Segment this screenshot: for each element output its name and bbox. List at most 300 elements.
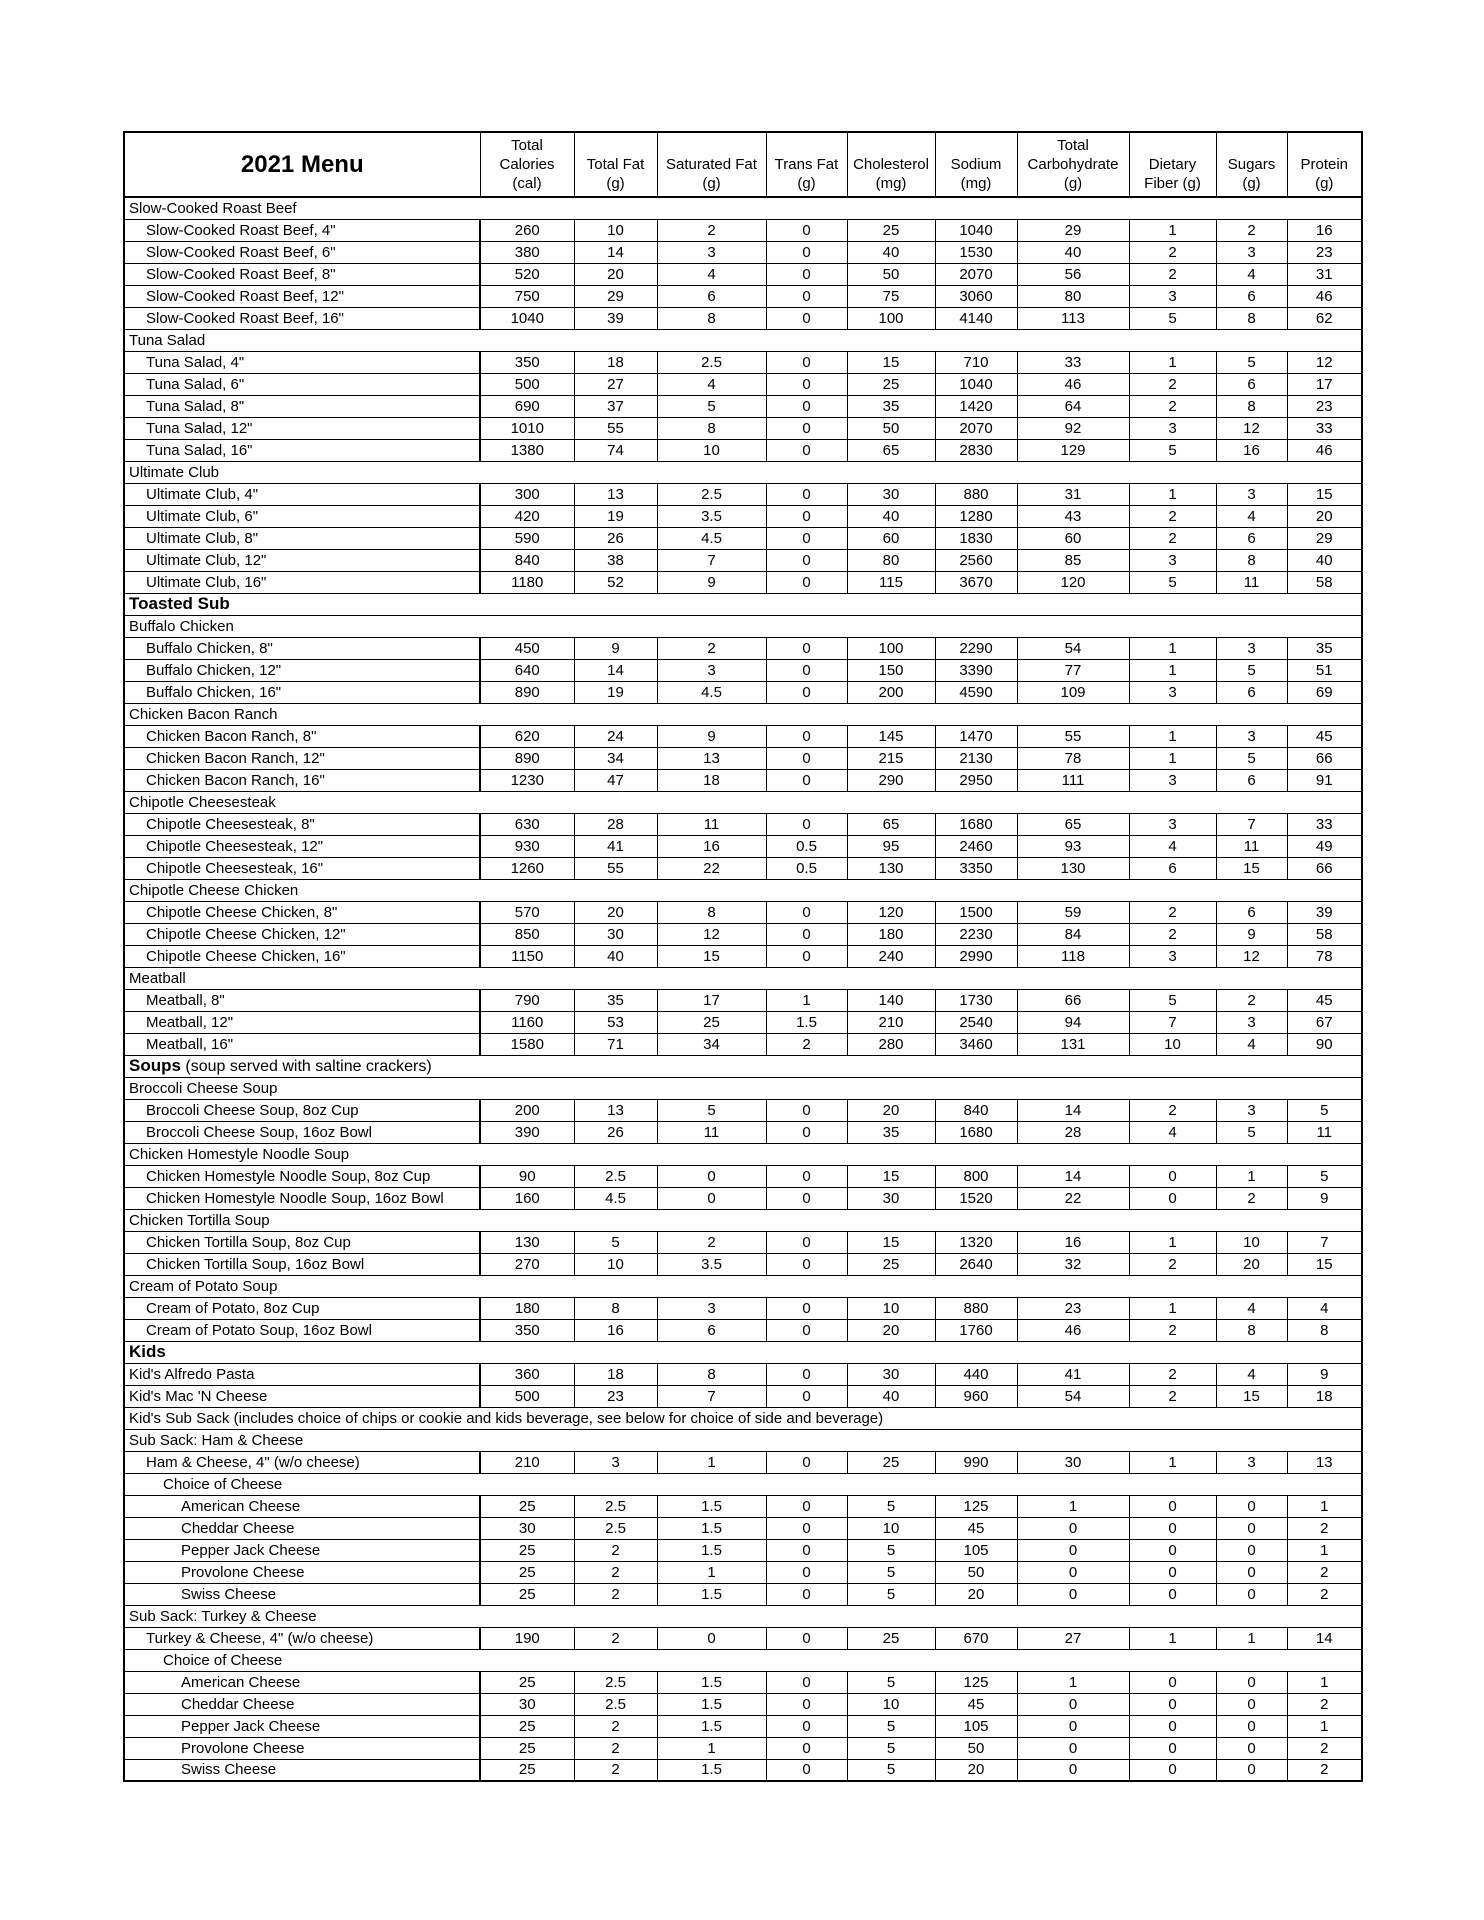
item-name: Slow-Cooked Roast Beef, 6" xyxy=(124,241,480,263)
nutrient-value: 25 xyxy=(480,1759,574,1781)
nutrient-value: 2.5 xyxy=(574,1495,657,1517)
group-header-row xyxy=(124,615,1362,637)
nutrient-value: 420 xyxy=(480,505,574,527)
nutrient-value: 15 xyxy=(1287,1253,1362,1275)
group-title: Buffalo Chicken xyxy=(124,615,480,637)
nutrient-value: 125 xyxy=(935,1671,1017,1693)
table-row xyxy=(124,945,1362,967)
nutrient-value: 0 xyxy=(766,1627,847,1649)
nutrient-value: 9 xyxy=(1287,1363,1362,1385)
nutrient-value: 4.5 xyxy=(574,1187,657,1209)
nutrient-value: 0 xyxy=(1129,1517,1216,1539)
group-header-row xyxy=(124,1649,1362,1671)
group-title: Meatball xyxy=(124,967,480,989)
nutrient-value: 30 xyxy=(847,1363,935,1385)
nutrient-value: 3 xyxy=(1129,549,1216,571)
nutrient-value: 20 xyxy=(847,1099,935,1121)
nutrient-value: 0 xyxy=(657,1187,766,1209)
nutrient-value: 10 xyxy=(657,439,766,461)
nutrient-value: 13 xyxy=(574,483,657,505)
item-name: Turkey & Cheese, 4" (w/o cheese) xyxy=(124,1627,480,1649)
nutrient-value: 2 xyxy=(1129,241,1216,263)
nutrient-value: 11 xyxy=(1216,835,1287,857)
group-title: Cream of Potato Soup xyxy=(124,1275,480,1297)
nutrient-value: 23 xyxy=(1017,1297,1129,1319)
nutrient-value: 2 xyxy=(657,219,766,241)
nutrient-value: 8 xyxy=(1216,549,1287,571)
nutrient-value: 1.5 xyxy=(657,1583,766,1605)
nutrient-value: 105 xyxy=(935,1715,1017,1737)
nutrient-value: 32 xyxy=(1017,1253,1129,1275)
nutrient-value: 0 xyxy=(766,1363,847,1385)
nutrient-value: 58 xyxy=(1287,923,1362,945)
nutrient-value: 0 xyxy=(1216,1671,1287,1693)
nutrient-value: 5 xyxy=(1216,747,1287,769)
nutrient-value: 47 xyxy=(574,769,657,791)
table-row xyxy=(124,1671,1362,1693)
nutrient-value: 3 xyxy=(1216,241,1287,263)
nutrient-value: 0 xyxy=(657,1165,766,1187)
nutrient-value: 12 xyxy=(1216,945,1287,967)
nutrient-value: 0 xyxy=(766,681,847,703)
nutrient-value: 125 xyxy=(935,1495,1017,1517)
nutrient-value: 5 xyxy=(1216,659,1287,681)
nutrient-value: 0 xyxy=(1129,1583,1216,1605)
group-title: Kid's Sub Sack (includes choice of chips or cookie and kids beverage, see below for choice of side and beverage) xyxy=(124,1407,1362,1429)
nutrient-value: 1 xyxy=(1129,1451,1216,1473)
nutrient-value: 2 xyxy=(1216,1187,1287,1209)
table-row xyxy=(124,549,1362,571)
nutrient-value: 3060 xyxy=(935,285,1017,307)
item-name: American Cheese xyxy=(124,1671,480,1693)
nutrient-value: 3 xyxy=(1216,1099,1287,1121)
nutrient-value: 0 xyxy=(766,505,847,527)
table-row xyxy=(124,1759,1362,1781)
nutrient-value: 8 xyxy=(657,1363,766,1385)
nutrient-value: 3 xyxy=(574,1451,657,1473)
nutrient-value: 74 xyxy=(574,439,657,461)
nutrient-value: 14 xyxy=(1287,1627,1362,1649)
nutrient-value: 3 xyxy=(1129,813,1216,835)
nutrient-value: 60 xyxy=(847,527,935,549)
nutrient-value: 85 xyxy=(1017,549,1129,571)
nutrient-value: 2 xyxy=(1287,1759,1362,1781)
nutrient-value: 14 xyxy=(574,241,657,263)
nutrient-value: 41 xyxy=(1017,1363,1129,1385)
nutrient-value: 1 xyxy=(1129,351,1216,373)
nutrient-value: 350 xyxy=(480,351,574,373)
nutrient-value: 90 xyxy=(1287,1033,1362,1055)
nutrient-value: 5 xyxy=(847,1715,935,1737)
nutrient-value: 69 xyxy=(1287,681,1362,703)
nutrient-value: 30 xyxy=(1017,1451,1129,1473)
nutrient-value: 6 xyxy=(1216,901,1287,923)
nutrient-value: 450 xyxy=(480,637,574,659)
nutrient-value: 100 xyxy=(847,307,935,329)
nutrient-value: 2 xyxy=(657,637,766,659)
nutrient-value: 2950 xyxy=(935,769,1017,791)
nutrient-value: 30 xyxy=(480,1517,574,1539)
nutrient-value: 77 xyxy=(1017,659,1129,681)
nutrient-value: 0 xyxy=(1017,1539,1129,1561)
nutrient-value: 2 xyxy=(574,1583,657,1605)
nutrient-value: 37 xyxy=(574,395,657,417)
nutrient-value: 16 xyxy=(1017,1231,1129,1253)
nutrient-value: 2 xyxy=(1129,901,1216,923)
nutrient-value: 0 xyxy=(1129,1495,1216,1517)
nutrient-value: 0 xyxy=(1216,1539,1287,1561)
nutrient-value: 25 xyxy=(480,1583,574,1605)
nutrient-value: 0 xyxy=(766,1231,847,1253)
nutrient-value: 78 xyxy=(1017,747,1129,769)
nutrient-value: 5 xyxy=(847,1583,935,1605)
nutrient-value: 129 xyxy=(1017,439,1129,461)
nutrient-value: 11 xyxy=(1216,571,1287,593)
item-name: Tuna Salad, 4" xyxy=(124,351,480,373)
nutrient-value: 0 xyxy=(766,1297,847,1319)
table-row xyxy=(124,263,1362,285)
nutrient-value: 0 xyxy=(1017,1759,1129,1781)
nutrient-value: 1.5 xyxy=(766,1011,847,1033)
nutrient-value: 1760 xyxy=(935,1319,1017,1341)
table-row xyxy=(124,1517,1362,1539)
nutrient-value: 930 xyxy=(480,835,574,857)
group-title: Chicken Tortilla Soup xyxy=(124,1209,480,1231)
group-header-row xyxy=(124,1209,1362,1231)
item-name: Slow-Cooked Roast Beef, 4" xyxy=(124,219,480,241)
nutrient-value: 1680 xyxy=(935,1121,1017,1143)
group-filler xyxy=(480,1077,1362,1099)
nutrient-value: 2 xyxy=(1287,1517,1362,1539)
nutrient-value: 22 xyxy=(1017,1187,1129,1209)
nutrient-value: 2.5 xyxy=(574,1693,657,1715)
nutrient-value: 2.5 xyxy=(574,1517,657,1539)
nutrient-value: 160 xyxy=(480,1187,574,1209)
nutrient-value: 1 xyxy=(1129,747,1216,769)
nutrient-value: 0 xyxy=(766,307,847,329)
nutrient-value: 93 xyxy=(1017,835,1129,857)
nutrient-value: 5 xyxy=(847,1495,935,1517)
nutrient-value: 4.5 xyxy=(657,527,766,549)
nutrient-value: 0 xyxy=(1017,1693,1129,1715)
nutrient-value: 84 xyxy=(1017,923,1129,945)
nutrient-value: 18 xyxy=(1287,1385,1362,1407)
col-header-cholesterol: Cholesterol (mg) xyxy=(847,132,935,197)
nutrient-value: 1 xyxy=(1017,1495,1129,1517)
nutrient-value: 0 xyxy=(1216,1759,1287,1781)
table-row xyxy=(124,769,1362,791)
nutrient-value: 4 xyxy=(1216,263,1287,285)
nutrient-value: 29 xyxy=(1287,527,1362,549)
table-row xyxy=(124,1165,1362,1187)
item-name: Chicken Bacon Ranch, 8" xyxy=(124,725,480,747)
nutrient-value: 78 xyxy=(1287,945,1362,967)
nutrient-value: 500 xyxy=(480,373,574,395)
nutrient-value: 0 xyxy=(766,1583,847,1605)
nutrient-value: 10 xyxy=(1129,1033,1216,1055)
nutrient-value: 360 xyxy=(480,1363,574,1385)
nutrient-value: 260 xyxy=(480,219,574,241)
group-header-row xyxy=(124,329,1362,351)
nutrient-value: 2 xyxy=(1129,1319,1216,1341)
nutrient-value: 0 xyxy=(766,1165,847,1187)
nutrient-value: 120 xyxy=(847,901,935,923)
group-filler xyxy=(480,1649,1362,1671)
nutrient-value: 53 xyxy=(574,1011,657,1033)
table-row xyxy=(124,1385,1362,1407)
nutrient-value: 1230 xyxy=(480,769,574,791)
table-row xyxy=(124,1033,1362,1055)
item-name: Meatball, 8" xyxy=(124,989,480,1011)
group-header-row xyxy=(124,1143,1362,1165)
nutrient-value: 1470 xyxy=(935,725,1017,747)
nutrient-value: 1830 xyxy=(935,527,1017,549)
section-title xyxy=(124,593,1362,615)
table-row xyxy=(124,637,1362,659)
nutrient-value: 0 xyxy=(766,241,847,263)
nutrient-value: 30 xyxy=(847,483,935,505)
group-title: Sub Sack: Turkey & Cheese xyxy=(124,1605,480,1627)
nutrient-value: 0 xyxy=(1129,1561,1216,1583)
nutrient-value: 10 xyxy=(574,1253,657,1275)
nutrient-value: 0 xyxy=(766,813,847,835)
nutrient-value: 0 xyxy=(766,483,847,505)
nutrient-value: 118 xyxy=(1017,945,1129,967)
nutrient-value: 25 xyxy=(480,1495,574,1517)
nutrient-value: 2 xyxy=(574,1627,657,1649)
nutrient-value: 52 xyxy=(574,571,657,593)
table-row xyxy=(124,505,1362,527)
nutrient-value: 25 xyxy=(847,1451,935,1473)
group-filler xyxy=(480,1605,1362,1627)
nutrient-value: 9 xyxy=(657,571,766,593)
nutrient-value: 41 xyxy=(574,835,657,857)
item-name: Cream of Potato, 8oz Cup xyxy=(124,1297,480,1319)
nutrient-value: 27 xyxy=(574,373,657,395)
nutrient-value: 6 xyxy=(657,285,766,307)
nutrient-value: 180 xyxy=(847,923,935,945)
nutrient-value: 0 xyxy=(1216,1495,1287,1517)
nutrient-value: 710 xyxy=(935,351,1017,373)
nutrient-value: 16 xyxy=(1216,439,1287,461)
nutrient-value: 1320 xyxy=(935,1231,1017,1253)
nutrient-value: 14 xyxy=(1017,1165,1129,1187)
nutrient-value: 290 xyxy=(847,769,935,791)
nutrient-value: 8 xyxy=(1216,1319,1287,1341)
nutrient-value: 0 xyxy=(1017,1737,1129,1759)
nutrient-value: 8 xyxy=(657,417,766,439)
table-row xyxy=(124,1121,1362,1143)
nutrient-value: 0 xyxy=(1017,1715,1129,1737)
nutrient-value: 3 xyxy=(1129,769,1216,791)
nutrient-value: 39 xyxy=(574,307,657,329)
nutrient-value: 14 xyxy=(1017,1099,1129,1121)
nutrient-value: 0 xyxy=(766,945,847,967)
nutrient-value: 2830 xyxy=(935,439,1017,461)
nutrient-value: 280 xyxy=(847,1033,935,1055)
nutrient-value: 1280 xyxy=(935,505,1017,527)
group-title: Ultimate Club xyxy=(124,461,480,483)
group-title: Chipotle Cheese Chicken xyxy=(124,879,480,901)
nutrient-value: 23 xyxy=(1287,395,1362,417)
nutrient-value: 40 xyxy=(1287,549,1362,571)
nutrient-value: 0 xyxy=(766,1121,847,1143)
nutrient-value: 10 xyxy=(574,219,657,241)
item-name: Swiss Cheese xyxy=(124,1759,480,1781)
nutrient-value: 0 xyxy=(1129,1737,1216,1759)
nutrient-value: 390 xyxy=(480,1121,574,1143)
nutrient-value: 17 xyxy=(1287,373,1362,395)
item-name: Chicken Tortilla Soup, 8oz Cup xyxy=(124,1231,480,1253)
nutrient-value: 11 xyxy=(657,1121,766,1143)
nutrient-value: 0 xyxy=(766,637,847,659)
nutrient-value: 0 xyxy=(1216,1583,1287,1605)
nutrient-value: 95 xyxy=(847,835,935,857)
nutrient-value: 65 xyxy=(1017,813,1129,835)
item-name: Broccoli Cheese Soup, 16oz Bowl xyxy=(124,1121,480,1143)
nutrient-value: 800 xyxy=(935,1165,1017,1187)
nutrient-value: 25 xyxy=(847,1253,935,1275)
nutrient-value: 92 xyxy=(1017,417,1129,439)
nutrient-value: 35 xyxy=(1287,637,1362,659)
group-title: Tuna Salad xyxy=(124,329,480,351)
nutrient-value: 750 xyxy=(480,285,574,307)
nutrient-value: 1 xyxy=(657,1451,766,1473)
nutrient-value: 5 xyxy=(657,395,766,417)
table-row xyxy=(124,923,1362,945)
col-header-sugars: Sugars (g) xyxy=(1216,132,1287,197)
nutrient-value: 4 xyxy=(657,263,766,285)
nutrient-value: 1 xyxy=(1216,1165,1287,1187)
table-row xyxy=(124,571,1362,593)
nutrient-value: 0 xyxy=(766,263,847,285)
nutrient-value: 51 xyxy=(1287,659,1362,681)
nutrient-value: 56 xyxy=(1017,263,1129,285)
table-row xyxy=(124,439,1362,461)
nutrient-value: 2.5 xyxy=(574,1165,657,1187)
nutrient-value: 6 xyxy=(1216,681,1287,703)
nutrient-value: 109 xyxy=(1017,681,1129,703)
nutrient-value: 1500 xyxy=(935,901,1017,923)
nutrient-value: 66 xyxy=(1287,747,1362,769)
nutrient-value: 8 xyxy=(1216,395,1287,417)
nutrient-value: 5 xyxy=(1129,439,1216,461)
item-name: Chipotle Cheesesteak, 8" xyxy=(124,813,480,835)
nutrient-value: 2.5 xyxy=(657,351,766,373)
group-title: Chicken Bacon Ranch xyxy=(124,703,480,725)
nutrient-value: 500 xyxy=(480,1385,574,1407)
nutrient-value: 12 xyxy=(1216,417,1287,439)
nutrient-value: 3 xyxy=(1129,285,1216,307)
nutrient-value: 0 xyxy=(1129,1759,1216,1781)
group-header-row xyxy=(124,1429,1362,1451)
nutrient-value: 2070 xyxy=(935,417,1017,439)
nutrient-value: 990 xyxy=(935,1451,1017,1473)
table-row xyxy=(124,1297,1362,1319)
group-filler xyxy=(480,967,1362,989)
nutrient-value: 0 xyxy=(766,1385,847,1407)
nutrient-value: 1 xyxy=(1287,1539,1362,1561)
nutrient-value: 4 xyxy=(1216,1363,1287,1385)
nutrient-value: 0 xyxy=(766,1759,847,1781)
nutrient-value: 0 xyxy=(766,351,847,373)
nutrient-value: 690 xyxy=(480,395,574,417)
nutrient-value: 3 xyxy=(1216,1011,1287,1033)
nutrient-value: 3 xyxy=(1129,417,1216,439)
nutrient-value: 1040 xyxy=(935,219,1017,241)
item-name: Chicken Bacon Ranch, 12" xyxy=(124,747,480,769)
nutrient-value: 0 xyxy=(1129,1539,1216,1561)
nutrient-value: 2990 xyxy=(935,945,1017,967)
nutrient-value: 3 xyxy=(1216,637,1287,659)
nutrient-value: 4 xyxy=(1129,835,1216,857)
nutrient-value: 0 xyxy=(766,417,847,439)
nutrient-value: 0 xyxy=(1129,1693,1216,1715)
nutrient-value: 1 xyxy=(1287,1495,1362,1517)
nutrient-value: 2 xyxy=(574,1759,657,1781)
nutrient-value: 0 xyxy=(1216,1715,1287,1737)
table-row xyxy=(124,483,1362,505)
nutrient-value: 0 xyxy=(766,1715,847,1737)
nutrient-value: 440 xyxy=(935,1363,1017,1385)
nutrient-value: 0 xyxy=(1017,1583,1129,1605)
nutrient-value: 65 xyxy=(847,813,935,835)
col-header-sodium: Sodium (mg) xyxy=(935,132,1017,197)
nutrient-value: 30 xyxy=(847,1187,935,1209)
nutrient-value: 570 xyxy=(480,901,574,923)
nutrient-value: 12 xyxy=(1287,351,1362,373)
nutrient-value: 210 xyxy=(480,1451,574,1473)
group-filler xyxy=(480,1143,1362,1165)
nutrient-value: 0 xyxy=(766,1539,847,1561)
nutrient-value: 20 xyxy=(847,1319,935,1341)
nutrient-value: 5 xyxy=(1129,571,1216,593)
nutrient-value: 0 xyxy=(766,1319,847,1341)
nutrient-value: 850 xyxy=(480,923,574,945)
nutrient-value: 25 xyxy=(480,1737,574,1759)
nutrient-value: 0 xyxy=(1129,1715,1216,1737)
nutrient-value: 240 xyxy=(847,945,935,967)
nutrient-value: 630 xyxy=(480,813,574,835)
nutrient-value: 46 xyxy=(1287,285,1362,307)
group-title: Chipotle Cheesesteak xyxy=(124,791,480,813)
nutrient-value: 25 xyxy=(657,1011,766,1033)
nutrient-value: 40 xyxy=(574,945,657,967)
nutrient-value: 1.5 xyxy=(657,1693,766,1715)
nutrient-value: 25 xyxy=(480,1715,574,1737)
table-row xyxy=(124,1583,1362,1605)
item-name: Chicken Bacon Ranch, 16" xyxy=(124,769,480,791)
nutrient-value: 670 xyxy=(935,1627,1017,1649)
nutrient-value: 2 xyxy=(574,1539,657,1561)
nutrient-value: 16 xyxy=(1287,219,1362,241)
nutrient-value: 0 xyxy=(766,527,847,549)
header-row xyxy=(124,132,1362,197)
nutrient-value: 1 xyxy=(1129,725,1216,747)
nutrient-value: 0 xyxy=(766,1495,847,1517)
nutrient-value: 6 xyxy=(657,1319,766,1341)
nutrient-value: 8 xyxy=(1216,307,1287,329)
nutrient-value: 55 xyxy=(1017,725,1129,747)
nutrient-value: 3 xyxy=(657,1297,766,1319)
group-title: Choice of Cheese xyxy=(124,1649,480,1671)
group-filler xyxy=(480,329,1362,351)
item-name: Meatball, 12" xyxy=(124,1011,480,1033)
nutrient-value: 23 xyxy=(574,1385,657,1407)
nutrient-value: 14 xyxy=(574,659,657,681)
nutrient-value: 54 xyxy=(1017,637,1129,659)
nutrient-value: 3 xyxy=(1129,681,1216,703)
